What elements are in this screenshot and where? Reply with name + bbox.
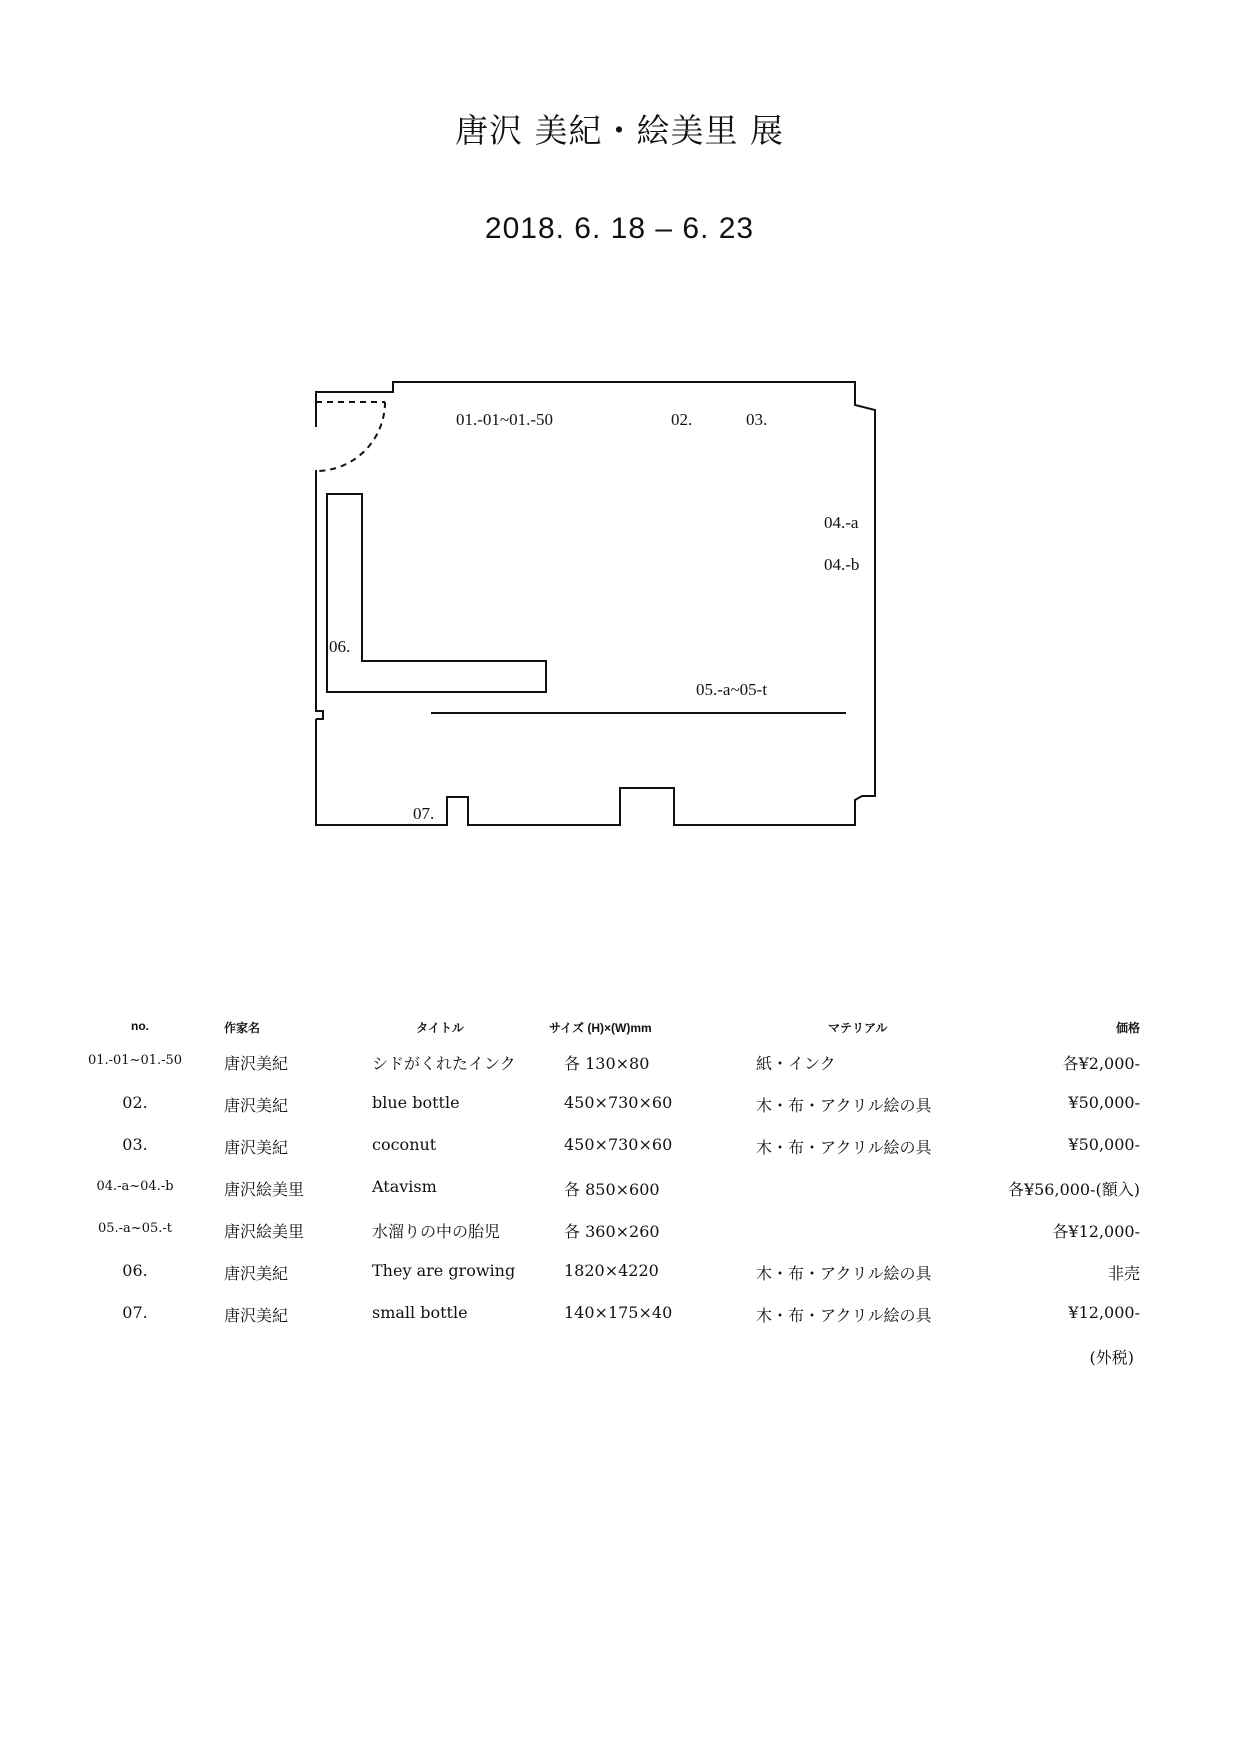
cell-size: 1820×4220 bbox=[564, 1261, 659, 1280]
cell-size: 140×175×40 bbox=[564, 1303, 673, 1322]
cell-title: Atavism bbox=[372, 1177, 437, 1196]
door-swing-icon bbox=[316, 402, 385, 471]
plan-label-07: 07. bbox=[413, 804, 435, 823]
plan-label-01: 01.-01~01.-50 bbox=[456, 410, 554, 429]
exhibition-dates: 2018. 6. 18 – 6. 23 bbox=[484, 212, 755, 245]
cell-size: 450×730×60 bbox=[564, 1093, 673, 1112]
header-artist: 作家名 bbox=[224, 1021, 261, 1035]
cell-material: 木・布・アクリル絵の具 bbox=[756, 1264, 932, 1283]
cell-no: 02. bbox=[122, 1093, 148, 1112]
cell-material: 木・布・アクリル絵の具 bbox=[756, 1306, 932, 1325]
cell-artist: 唐沢絵美里 bbox=[224, 1180, 305, 1199]
cell-material: 木・布・アクリル絵の具 bbox=[756, 1138, 932, 1157]
plan-label-05: 05.-a~05-t bbox=[696, 680, 768, 699]
cell-price: 各¥56,000-(額入) bbox=[1007, 1180, 1140, 1199]
plan-label-02: 02. bbox=[671, 410, 693, 429]
cell-title: blue bottle bbox=[372, 1093, 460, 1112]
floor-plan-platform-06 bbox=[327, 494, 546, 692]
cell-price: ¥50,000- bbox=[1068, 1135, 1140, 1154]
cell-size: 各 850×600 bbox=[564, 1180, 660, 1199]
header-size: サイズ (H)×(W)mm bbox=[549, 1021, 652, 1035]
cell-no: 04.-a~04.-b bbox=[96, 1179, 174, 1194]
cell-artist: 唐沢美紀 bbox=[224, 1306, 289, 1325]
cell-artist: 唐沢美紀 bbox=[224, 1054, 289, 1073]
floor-plan-wall-notch bbox=[316, 470, 323, 719]
cell-artist: 唐沢絵美里 bbox=[224, 1222, 305, 1241]
cell-artist: 唐沢美紀 bbox=[224, 1264, 289, 1283]
plan-label-06: 06. bbox=[329, 637, 351, 656]
header-title: タイトル bbox=[416, 1021, 464, 1035]
header-price: 価格 bbox=[1115, 1021, 1140, 1035]
cell-size: 各 130×80 bbox=[564, 1054, 650, 1073]
cell-no: 07. bbox=[122, 1303, 148, 1322]
cell-no: 01.-01~01.-50 bbox=[87, 1053, 183, 1068]
cell-artist: 唐沢美紀 bbox=[224, 1096, 289, 1115]
cell-title: coconut bbox=[372, 1135, 437, 1154]
cell-price: 非売 bbox=[1107, 1264, 1140, 1283]
cell-title: They are growing bbox=[372, 1261, 516, 1280]
cell-title: シドがくれたインク bbox=[372, 1054, 516, 1073]
exhibition-title: 唐沢 美紀・絵美里 展 bbox=[455, 111, 784, 150]
header-no: no. bbox=[131, 1019, 149, 1033]
cell-size: 450×730×60 bbox=[564, 1135, 673, 1154]
plan-label-04a: 04.-a bbox=[824, 513, 859, 532]
cell-no: 03. bbox=[122, 1135, 148, 1154]
cell-no: 06. bbox=[122, 1261, 148, 1280]
cell-title: 水溜りの中の胎児 bbox=[372, 1222, 501, 1241]
cell-artist: 唐沢美紀 bbox=[224, 1138, 289, 1157]
cell-price: ¥12,000- bbox=[1068, 1303, 1140, 1322]
header-material: マテリアル bbox=[828, 1021, 888, 1035]
floor-plan-outer-wall bbox=[316, 382, 875, 825]
cell-price: 各¥2,000- bbox=[1062, 1054, 1140, 1073]
tax-note: (外税) bbox=[1089, 1348, 1134, 1367]
cell-material: 紙・インク bbox=[756, 1054, 836, 1073]
plan-label-03: 03. bbox=[746, 410, 768, 429]
cell-title: small bottle bbox=[372, 1303, 468, 1322]
cell-material: 木・布・アクリル絵の具 bbox=[756, 1096, 932, 1115]
cell-price: ¥50,000- bbox=[1068, 1093, 1140, 1112]
cell-no: 05.-a~05.-t bbox=[97, 1221, 172, 1236]
cell-price: 各¥12,000- bbox=[1052, 1222, 1140, 1241]
plan-label-04b: 04.-b bbox=[824, 555, 860, 574]
cell-size: 各 360×260 bbox=[564, 1222, 660, 1241]
